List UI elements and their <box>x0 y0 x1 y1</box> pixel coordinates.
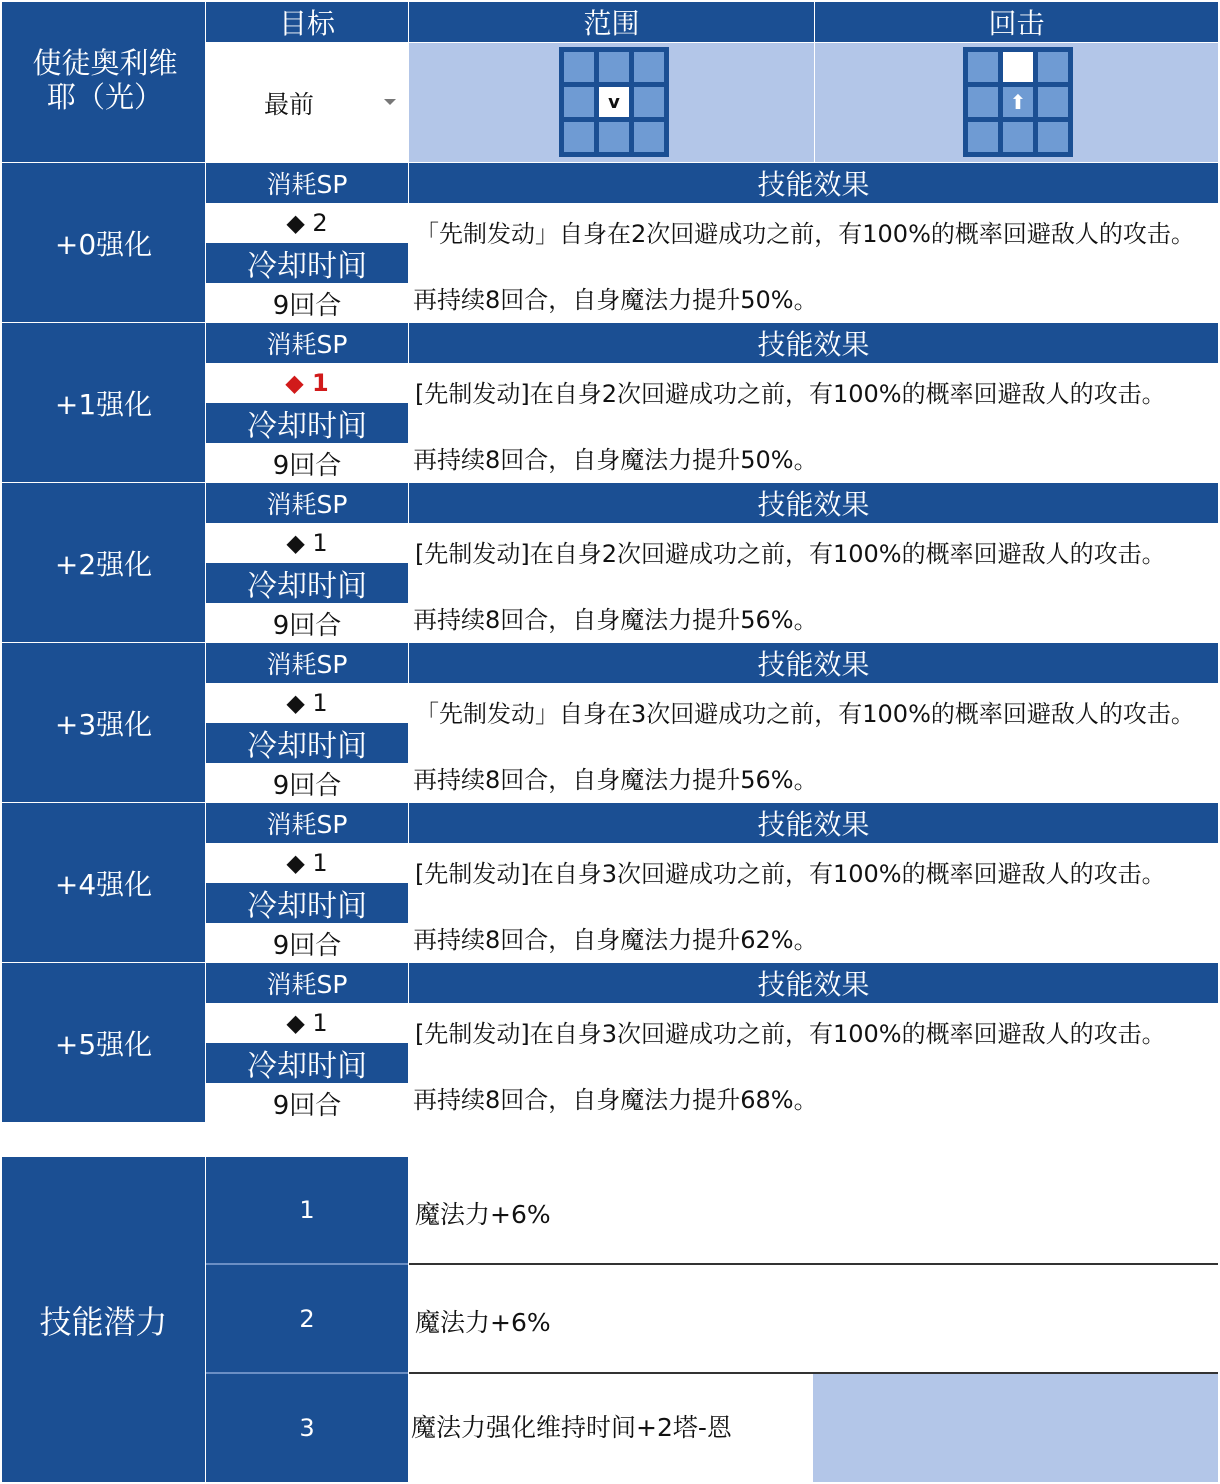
effect-line-2: 再持续8回合，自身魔法力提升56%。 <box>413 606 818 634</box>
level-cell <box>2 323 205 482</box>
cooldown-header: 冷却时间 <box>206 403 408 443</box>
range-header: 范围 <box>409 2 814 42</box>
effect-body <box>409 844 1218 962</box>
cooldown-header: 冷却时间 <box>206 243 408 283</box>
effect-line-2: 再持续8回合，自身魔法力提升50%。 <box>413 286 818 314</box>
enhancement-level-4 <box>2 803 1218 962</box>
skill-header <box>2 2 1218 162</box>
grid-cell <box>1038 122 1068 152</box>
effect-body <box>409 364 1218 482</box>
cooldown-value: 9回合 <box>206 764 408 802</box>
cooldown-value: 9回合 <box>206 444 408 482</box>
sp-header: 消耗SP <box>206 483 408 523</box>
grid-cell <box>564 52 594 82</box>
level-cell <box>2 163 205 322</box>
level-cell <box>2 643 205 802</box>
level-name: +2强化 <box>54 547 153 581</box>
effect-header: 技能效果 <box>409 483 1218 523</box>
effect-body <box>409 524 1218 642</box>
level-cell <box>2 963 205 1122</box>
effect-header: 技能效果 <box>409 643 1218 683</box>
cooldown-value: 9回合 <box>206 924 408 962</box>
effect-line-1: [先制发动]在自身3次回避成功之前，有100%的概率回避敌人的攻击。 <box>415 860 1166 888</box>
potential-num: 2 <box>206 1265 408 1374</box>
grid-cell <box>968 87 998 117</box>
potential-row <box>409 1374 1218 1482</box>
enhancement-level-3 <box>2 643 1218 802</box>
effect-header: 技能效果 <box>409 163 1218 203</box>
cooldown-header: 冷却时间 <box>206 1043 408 1083</box>
level-cell <box>2 483 205 642</box>
sp-value: ◆ 2 <box>206 204 408 242</box>
potential-num: 3 <box>206 1374 408 1482</box>
grid-cell <box>599 122 629 152</box>
potential-filler <box>813 1374 1218 1482</box>
chevron-down-icon <box>384 99 396 105</box>
grid-cell <box>1038 87 1068 117</box>
potential-num: 1 <box>206 1157 408 1265</box>
sp-value: ◆ 1 <box>206 364 408 402</box>
effect-line-1: 「先制发动」自身在2次回避成功之前，有100%的概率回避敌人的攻击。 <box>415 220 1195 248</box>
grid-cell-self <box>1003 87 1033 117</box>
potential-text: 魔法力+6% <box>415 1308 551 1337</box>
cooldown-header: 冷却时间 <box>206 563 408 603</box>
range-cell <box>409 43 814 162</box>
sp-header: 消耗SP <box>206 803 408 843</box>
level-name: +3强化 <box>54 707 153 741</box>
effect-body <box>409 204 1218 322</box>
sp-value: ◆ 1 <box>206 684 408 722</box>
level-name: +5强化 <box>54 1027 153 1061</box>
grid-cell-counter <box>1003 52 1033 82</box>
target-header: 目标 <box>206 2 408 42</box>
grid-cell-target <box>599 87 629 117</box>
counter-cell <box>815 43 1218 162</box>
counter-grid <box>963 47 1073 157</box>
grid-cell <box>599 52 629 82</box>
target-select[interactable] <box>206 43 408 162</box>
effect-line-2: 再持续8回合，自身魔法力提升68%。 <box>413 1086 818 1114</box>
sp-header: 消耗SP <box>206 163 408 203</box>
grid-cell <box>968 52 998 82</box>
level-name: +4强化 <box>54 867 153 901</box>
grid-cell <box>634 122 664 152</box>
grid-cell <box>1038 52 1068 82</box>
target-value: 最前 <box>264 90 315 119</box>
cooldown-header: 冷却时间 <box>206 723 408 763</box>
sp-header: 消耗SP <box>206 963 408 1003</box>
counter-header: 回击 <box>815 2 1218 42</box>
effect-line-2: 再持续8回合，自身魔法力提升56%。 <box>413 766 818 794</box>
sp-value: ◆ 1 <box>206 524 408 562</box>
level-cell <box>2 803 205 962</box>
potential-text: 魔法力+6% <box>415 1200 551 1229</box>
grid-cell <box>1003 122 1033 152</box>
cooldown-header: 冷却时间 <box>206 883 408 923</box>
cooldown-value: 9回合 <box>206 604 408 642</box>
effect-line-1: [先制发动]在自身2次回避成功之前，有100%的概率回避敌人的攻击。 <box>415 380 1166 408</box>
level-name: +0强化 <box>54 227 153 261</box>
sp-value: ◆ 1 <box>206 844 408 882</box>
enhancement-level-2 <box>2 483 1218 642</box>
effect-header: 技能效果 <box>409 323 1218 363</box>
enhancement-level-5 <box>2 963 1218 1122</box>
effect-line-1: 「先制发动」自身在3次回避成功之前，有100%的概率回避敌人的攻击。 <box>415 700 1195 728</box>
cooldown-value: 9回合 <box>206 284 408 322</box>
potential-text: 魔法力强化维持时间+2塔-恩 <box>411 1413 732 1442</box>
potential-row <box>409 1157 1218 1265</box>
grid-cell <box>564 87 594 117</box>
grid-cell <box>634 52 664 82</box>
effect-line-1: [先制发动]在自身2次回避成功之前，有100%的概率回避敌人的攻击。 <box>415 540 1166 568</box>
level-name: +1强化 <box>54 387 153 421</box>
range-mark: v <box>608 91 620 113</box>
sp-header: 消耗SP <box>206 323 408 363</box>
sp-header: 消耗SP <box>206 643 408 683</box>
cooldown-value: 9回合 <box>206 1084 408 1122</box>
grid-cell <box>968 122 998 152</box>
effect-header: 技能效果 <box>409 963 1218 1003</box>
effect-line-2: 再持续8回合，自身魔法力提升50%。 <box>413 446 818 474</box>
effect-body <box>409 684 1218 802</box>
potential-row <box>409 1265 1218 1374</box>
potential-label: 技能潜力 <box>2 1157 205 1482</box>
enhancement-level-1 <box>2 323 1218 482</box>
range-grid <box>559 47 669 157</box>
effect-header: 技能效果 <box>409 803 1218 843</box>
up-arrow-icon: ⬆ <box>1009 90 1027 114</box>
effect-line-2: 再持续8回合，自身魔法力提升62%。 <box>413 926 818 954</box>
enhancement-level-0 <box>2 163 1218 322</box>
grid-cell <box>634 87 664 117</box>
effect-body <box>409 1004 1218 1122</box>
character-name: 使徒奥利维耶（光） <box>32 46 178 114</box>
skill-potential-table <box>2 1157 1218 1482</box>
grid-cell <box>564 122 594 152</box>
sp-value: ◆ 1 <box>206 1004 408 1042</box>
character-cell <box>2 2 205 162</box>
effect-line-1: [先制发动]在自身3次回避成功之前，有100%的概率回避敌人的攻击。 <box>415 1020 1166 1048</box>
